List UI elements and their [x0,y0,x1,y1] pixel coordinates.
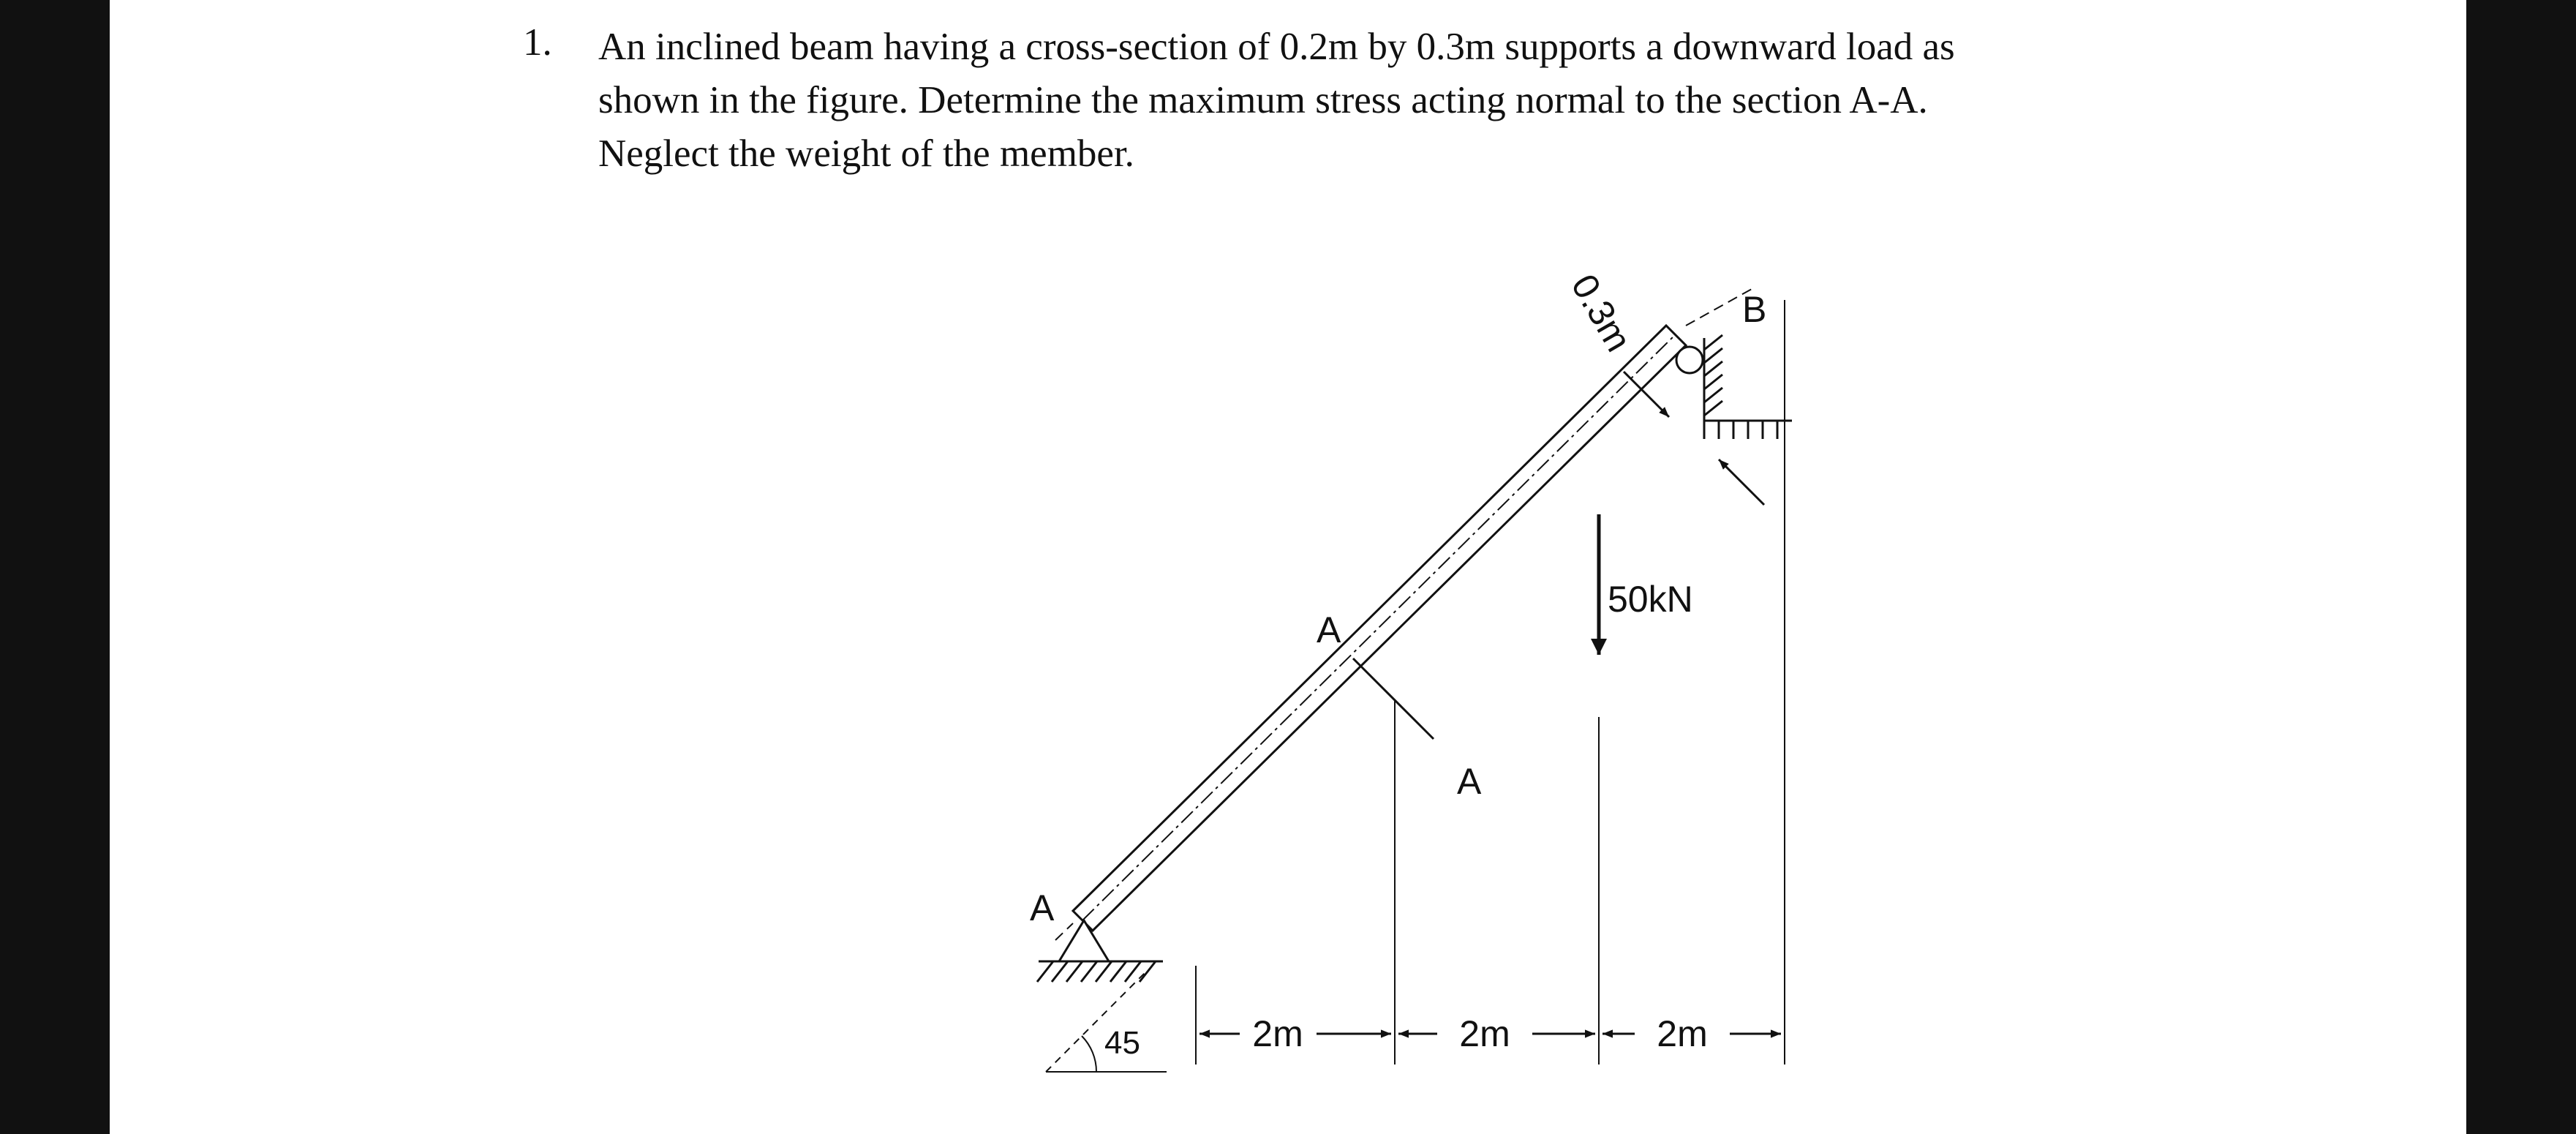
angle-label: 45 [1104,1025,1140,1061]
depth-label: 0.3m [1563,267,1640,358]
span-label: 2m [1252,1013,1303,1054]
pin-support-a [1037,920,1163,982]
depth-arrow-lower [1719,459,1764,505]
support-b-label: B [1742,289,1767,330]
span-dimension-1 [1200,1013,1391,1054]
problem-number: 1. [523,21,552,64]
span-dimension-3 [1603,1013,1781,1054]
support-a-label: A [1030,887,1055,928]
section-label-top: A [1317,609,1341,650]
problem-line: Neglect the weight of the member. [598,132,1134,175]
span-label: 2m [1459,1013,1510,1054]
section-cut-line [1353,658,1434,739]
span-dimension-2 [1398,1013,1595,1054]
roller-support-b [1676,335,1792,439]
problem-line: shown in the figure. Determine the maximum stress acting normal to the section A-A. [598,79,1928,121]
section-label-bottom: A [1457,761,1482,802]
load-label: 50kN [1608,579,1693,620]
span-label: 2m [1657,1013,1708,1054]
extension-lines [1196,300,1785,1064]
problem-line: An inclined beam having a cross-section of 0.2m by 0.3m supports a downward load as [598,26,1955,68]
beam-diagram [110,0,2466,1134]
page [110,0,2466,1134]
